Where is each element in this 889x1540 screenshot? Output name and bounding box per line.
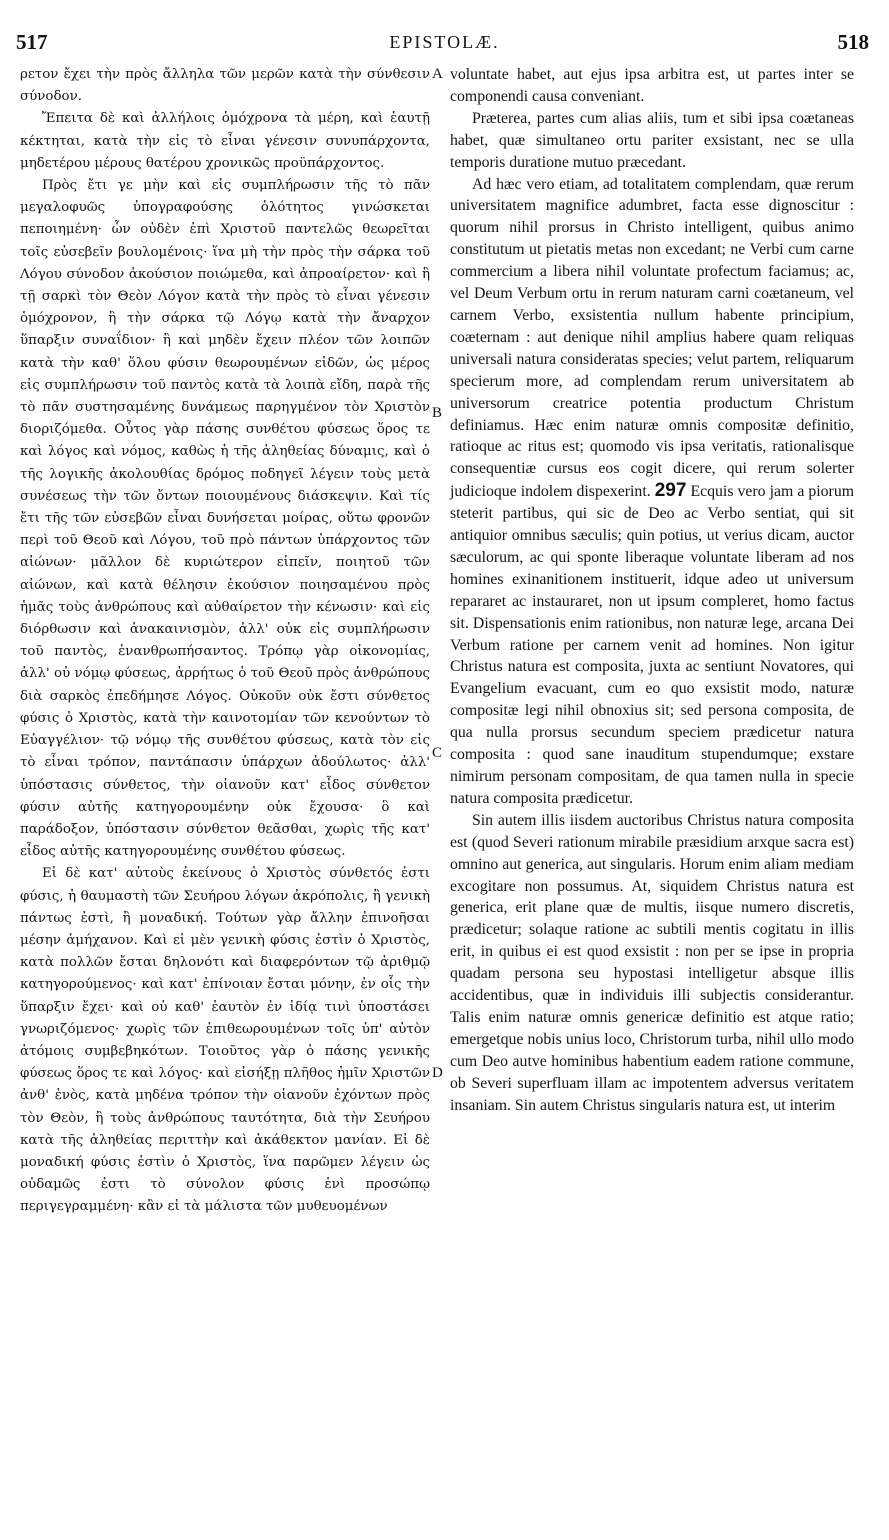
margin-marker-b: B [432,405,443,421]
margin-marker-d: D [432,1065,443,1081]
greek-column [20,64,430,1219]
latin-column [450,64,854,1117]
running-title: EPISTOLÆ. [389,32,500,52]
latin-text: Ad hæc vero etiam, ad totalitatem complendam, quæ rerum universitatem magnifice adumbret, facta esse dignoscitur : quorum nihil prorsus in Christo intelligent, quibus animo constitutum ut pietatis metas non excedant; ne Verbi cum carne commercium a libera nihil voluntate profectum faciamus; ac, vel Deum Verbum ortu in rerum naturam carni coætaneum, vel carnem Verbo, exsistentia nullum habente principium, coæternam : aut denique nihil amplius habere quam reliquas universali natura consideratas species; velut partem, reliquarum specierum more, ad complendam rerum universitatem ab universorum creatrice potentia productum Christum definiamus. Hæc enim naturæ omnis compositæ definitio, ratioque ac ritus est; quomodo vis ipsa veritatis, rationalisque consequentiæ cursus eos cogit dicere, qui rerum solerter judicioque indolem dispexerint. [450,175,854,501]
greek-paragraph: Πρὸς ἔτι γε μὴν καὶ εἰς συμπλήρωσιν τῆς τὸ πᾶν μεγαλοφυῶς ὑπογραφούσης ὁλότητος γινώσκεται πεποιημένη· ὧν οὐδὲν ἐπὶ Χριστοῦ παντελῶς θεωρεῖται τοῖς εὐσεβεῖν βουλομένοις· ἵνα μὴ τὴν πρὸς τὴν σάρκα τοῦ Λόγου σύνοδον ἀκούσιον ποιώμεθα, καὶ ἀπροαίρετον· καὶ ἢ τῇ σαρκὶ τὸν Θεὸν Λόγον κατὰ τὴν πρὸς τὸ εἶναι γένεσιν ὁμόχρονον, ἢ τὴν σάρκα τῷ Λόγῳ κατὰ τὴν ἄναρχον ὕπαρξιν συναΐδιον· ἢ καὶ μηδὲν ἔχειν πλέον τῶν λοιπῶν κατὰ τὴν καθ' ὅλου φύσιν θεωρουμένων εἰδῶν, ὡς μέρος εἰς συμπλήρωσιν τοῦ παντὸς κατὰ τὰ λοιπὰ εἴδη, παρὰ τῆς τὸ πᾶν συστησαμένης δυνάμεως παρηγμένον τὸν Χριστὸν διοριζόμεθα. Οὗτος γὰρ πάσης συνθέτου φύσεως ὅρος τε καὶ λόγος καὶ νόμος, καθὼς ἡ τῆς ἀληθείας δύναμις, καὶ ὁ τῆς λογικῆς ἀκολουθίας δρόμος ποδηγεῖ λέγειν τοὺς μετὰ συνέσεως τὴν τῶν ὄντων ποιουμένους διάσκεψιν. Καὶ τίς ἔτι τῆς τῶν εὐσεβῶν εἶναι δυνήσεται μοίρας, οὕτω φρονῶν περὶ τοῦ Θεοῦ καὶ Λόγου, τοῦ πρὸ πάντων ὑπάρχοντος τῶν αἰώνων· μᾶλλον δὲ κυριώτερον εἰπεῖν, ποιητοῦ τῶν αἰώνων, καὶ κατὰ θέλησιν ἑκούσιον ποιησαμένου πρὸς ἡμᾶς τοὺς ἀνθρώπους καὶ αὐθαίρετον τὴν κένωσιν· καὶ εἰς διόρθωσιν καὶ ἀνακαινισμὸν, ἀλλ' οὐκ εἰς συμπλήρωσιν τοῦ παντὸς, ἐνανθρωπήσαντος. Τρόπῳ γὰρ οἰκονομίας, ἀλλ' οὐ νόμῳ φύσεως, ἀρρήτως ὁ τοῦ Θεοῦ πρὸς ἀνθρώπους διὰ σαρκὸς ἐπεδήμησε Λόγος. Οὐκοῦν οὐκ ἔστι σύνθετος φύσις ὁ Χριστὸς, κατὰ τὴν καινοτομίαν τῶν κενούντων τὸ Εὐαγγέλιον· τῷ νόμῳ τῆς συνθέτου φύσεως, κατὰ τὸν εἰς τὸ εἶναι τρόπον, παντάπασιν ὑπάρχων ἀδούλωτος· ἀλλ' ὑπόστασις σύνθετος, τὴν οἱανοῦν κατ' εἶδος σύνθετον φύσιν αὐτῆς κατηγορουμένην οὐκ ἔχουσα· ὃ καὶ παράδοξον, ὑπόστασιν σύνθετον θεᾶσθαι, χωρὶς τῆς κατ' εἶδος αὐτῆς κατηγορουμένης συνθέτου φύσεως. [20,178,430,860]
latin-paragraph: Præterea, partes cum alias aliis, tum et sibi ipsa coætaneas habet, quæ simultaneo ortu pariter exsistant, nec se ulla temporis duratione mutuo præcedant. [450,109,854,171]
latin-paragraph: Sin autem illis iisdem auctoribus Christus natura composita est (quod Severi rationum mirabile præsidium arxque sacra est) omnino aut generica, aut singularis. Horum enim aliam mediam excogitare non possumus. At, siquidem Christus natura est generica, erit plane quæ de multis, iisque numero discretis, prædicetur; solaque ratione ac subtili mentis cogitatu in illis erit, in quibus ei est quod exsistit : non per se ipse in propria quadam persona seu hypostasi intelligetur absque illis accidentibus, quæ in individuis illi subjectis considerantur. Talis enim naturæ omnis genericæ definitio est atque ratio; emergetque nobis unius loco, Christorum turba, nihil ullo modo cum Deo autve hominibus habentium eadem ratione commune, ob Severi superfluam illam ac impotentem adversus veritatem insaniam. Sin autem Christus singularis natura est, ut interim [450,811,854,1114]
latin-paragraph [450,174,854,810]
greek-paragraph: Εἰ δὲ κατ' αὐτοὺς ἐκείνους ὁ Χριστὸς σύνθετός ἐστι φύσις, ἡ θαυμαστὴ τῶν Σευήρου λόγων ἀκρόπολις, ἢ γενικὴ πάντως ἐστὶ, ἢ μοναδική. Τούτων γὰρ ἄλλην ἐπινοῆσαι μέσην ἀμήχανον. Καὶ εἰ μὲν γενικὴ φύσις ἐστὶν ὁ Χριστὸς, κατὰ πολλῶν ἔσται δηλονότι καὶ διαφερόντων τῷ ἀριθμῷ κατηγορούμενος· καὶ κατ' ἐπίνοιαν ἔσται μόνην, ἐν οἷς τὴν ὕπαρξιν ἔχει· καὶ οὐ καθ' ἑαυτὸν ἐν ἰδίᾳ τινὶ ὑποστάσει γνωριζόμενος· χωρὶς τῶν ἐπιθεωρουμένων τοῖς ὑπ' αὐτὸν ἀτόμοις συμβεβηκότων. Τοιοῦτος γὰρ ὁ πάσης γενικῆς φύσεως ὅρος τε καὶ λόγος· καὶ εἰσήξῃ πλῆθος ἡμῖν Χριστῶν ἀνθ' ἑνὸς, κατὰ μηδένα τρόπον τὴν οἱανοῦν ἐχόντων πρὸς τὸν Θεὸν, ἢ τοὺς ἀνθρώπους ταυτότητα, διὰ τὴν Σευήρου κατὰ τῆς ἀληθείας περιττὴν καὶ ἀκάθεκτον μανίαν. Εἰ δὲ μοναδική φύσις ἐστὶν ὁ Χριστὸς, ἵνα παρῶμεν λέγειν ὡς οὐδαμῶς ἐστι τὸ σύνολον φύσις ἑνὶ προσώπῳ περιγεγραμμένη· κἂν εἰ τὰ μάλιστα τῶν μυθευομένων [20,866,430,1215]
latin-text: Ecquis vero jam a piorum steterit partibus, qui sic de Deo ac Verbo sentiat, qui sit antiquior omnibus sæculis; quin potius, ut verius dicam, auctor sæculorum, ac qui sponte liberaque voluntate liberam ad nos homines exinanitionem instituerit, idque adeo ut universum repararet ac instauraret, non ut ipsum compleret, homo factus sit. Dispensationis enim rationibus, non naturæ lege, arcana Dei Verbum ratione per carnem venit ad homines. Non igitur Christus natura est composita, juxta ac sentiunt Novatores, qui Evangelium evacuant, cum eo quo exsistit modo, naturæ compositæ legi nihil obnoxius sit; sed persona composita, de qua nulla prorsus secundum speciem prædicetur natura composita : quod sane inauditum stupendumque; exstare nimirum personam compositam, de qua tamen nulla in specie natura composita prædicetur. [450,483,855,807]
page-number-left: 517 [16,30,48,54]
latin-paragraph: voluntate habet, aut ejus ipsa arbitra est, ut partes inter se componendi causa conveniant. [450,66,854,105]
page-header [12,30,877,62]
margin-marker-c: C [432,745,443,761]
page-number-right: 518 [837,30,869,54]
column-number: 297 [654,480,687,502]
greek-paragraph: ρετον ἔχει τὴν πρὸς ἄλληλα τῶν μερῶν κατὰ τὴν σύνθεσιν σύνοδον. [20,67,430,105]
margin-marker-a: A [432,66,443,82]
greek-paragraph: Ἔπειτα δὲ καὶ ἀλλήλοις ὁμόχρονα τὰ μέρη, καὶ ἑαυτῇ κέκτηται, κατὰ τὴν εἰς τὸ εἶναι γένεσιν συνυπάρχοντα, μηδετέρου μέρους θατέρου χρονικῶς προϋπάρχοντος. [20,111,430,171]
